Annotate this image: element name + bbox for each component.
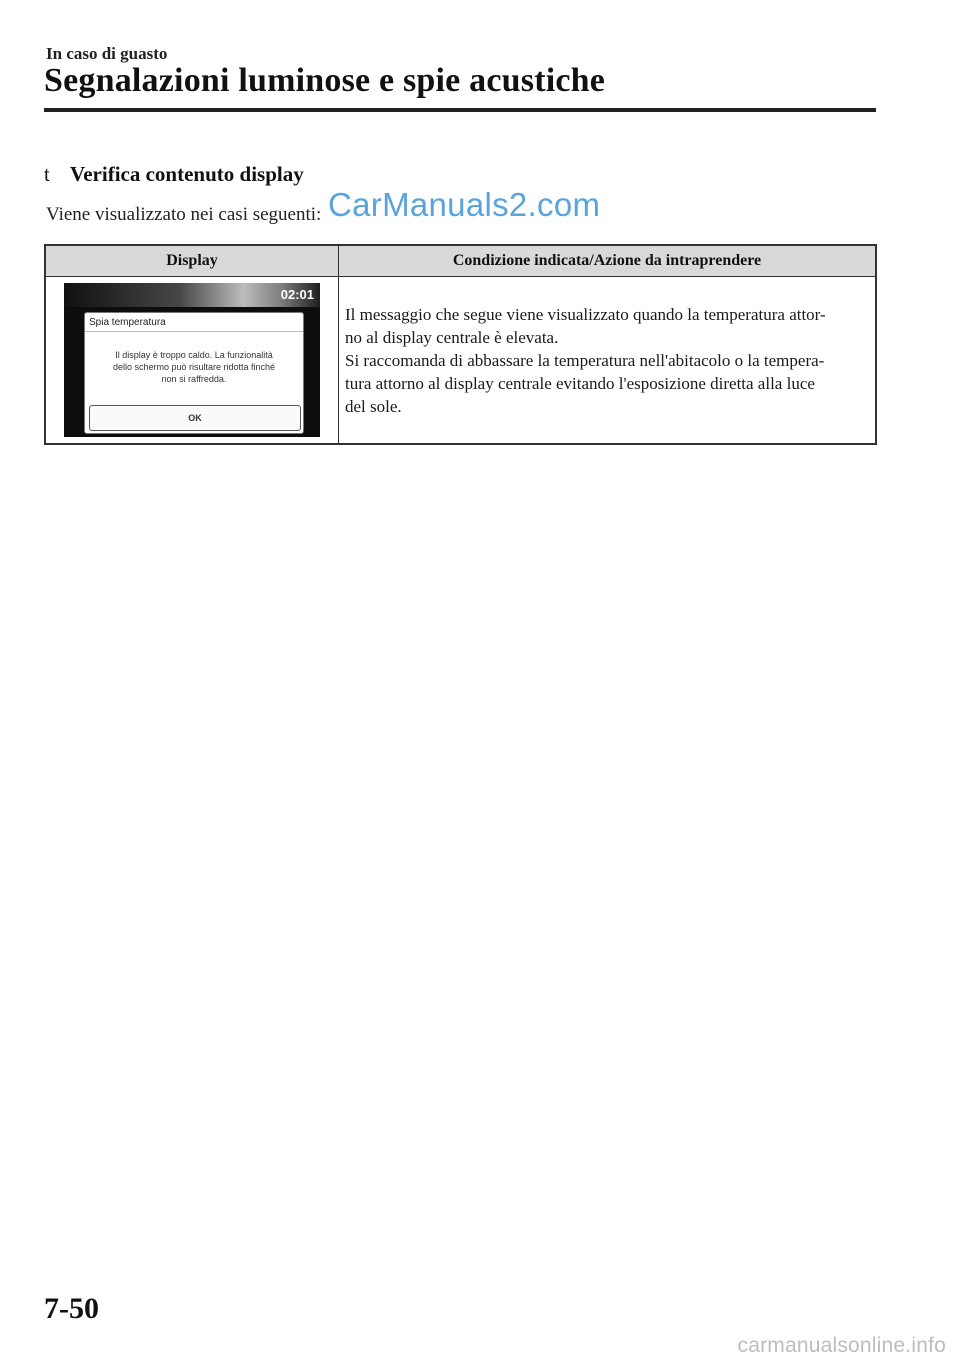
page-number: 7-50: [44, 1292, 99, 1325]
ok-button[interactable]: OK: [89, 405, 301, 431]
header-condition: Condizione indicata/Azione da intraprendere: [339, 245, 877, 277]
condition-text-cell: [339, 277, 877, 445]
chapter-label: In caso di guasto: [46, 44, 168, 63]
dialog-message-line: Il display è troppo caldo. La funzionalità: [115, 350, 273, 360]
page-title: Segnalazioni luminose e spie acustiche: [44, 62, 606, 99]
intro-text: Viene visualizzato nei casi seguenti:: [46, 204, 322, 225]
table-header-row: [45, 245, 876, 277]
display-cell: [45, 277, 339, 445]
dialog-message: [91, 349, 297, 385]
watermark-carmanuals2: CarManuals2.com: [328, 186, 601, 223]
table-row: [45, 277, 876, 445]
title-rule: [44, 108, 876, 112]
section-heading: [44, 162, 304, 187]
dialog-title: Spia temperatura: [89, 317, 166, 328]
condition-line: del sole.: [345, 396, 402, 416]
display-screenshot: [64, 283, 320, 437]
condition-line: tura attorno al display centrale evitando l'esposizione diretta alla luce: [345, 373, 815, 393]
watermark-carmanualsonline[interactable]: carmanualsonline.info: [737, 1334, 946, 1357]
condition-line: no al display centrale è elevata.: [345, 327, 559, 347]
dialog-divider: [85, 331, 303, 332]
screen-clock: 02:01: [280, 287, 314, 302]
header-display: Display: [45, 245, 339, 277]
condition-line: Si raccomanda di abbassare la temperatura nell'abitacolo o la tempera-: [345, 350, 825, 370]
info-table: [44, 244, 877, 445]
dialog-message-line: non si raffredda.: [161, 374, 227, 384]
condition-line: Il messaggio che segue viene visualizzato quando la temperatura attor-: [345, 304, 826, 324]
dialog-message-line: dello schermo può risultare ridotta finché: [112, 362, 276, 372]
section-bullet: t: [44, 162, 50, 186]
warning-dialog: [84, 312, 304, 434]
section-heading-text: Verifica contenuto display: [70, 162, 304, 186]
